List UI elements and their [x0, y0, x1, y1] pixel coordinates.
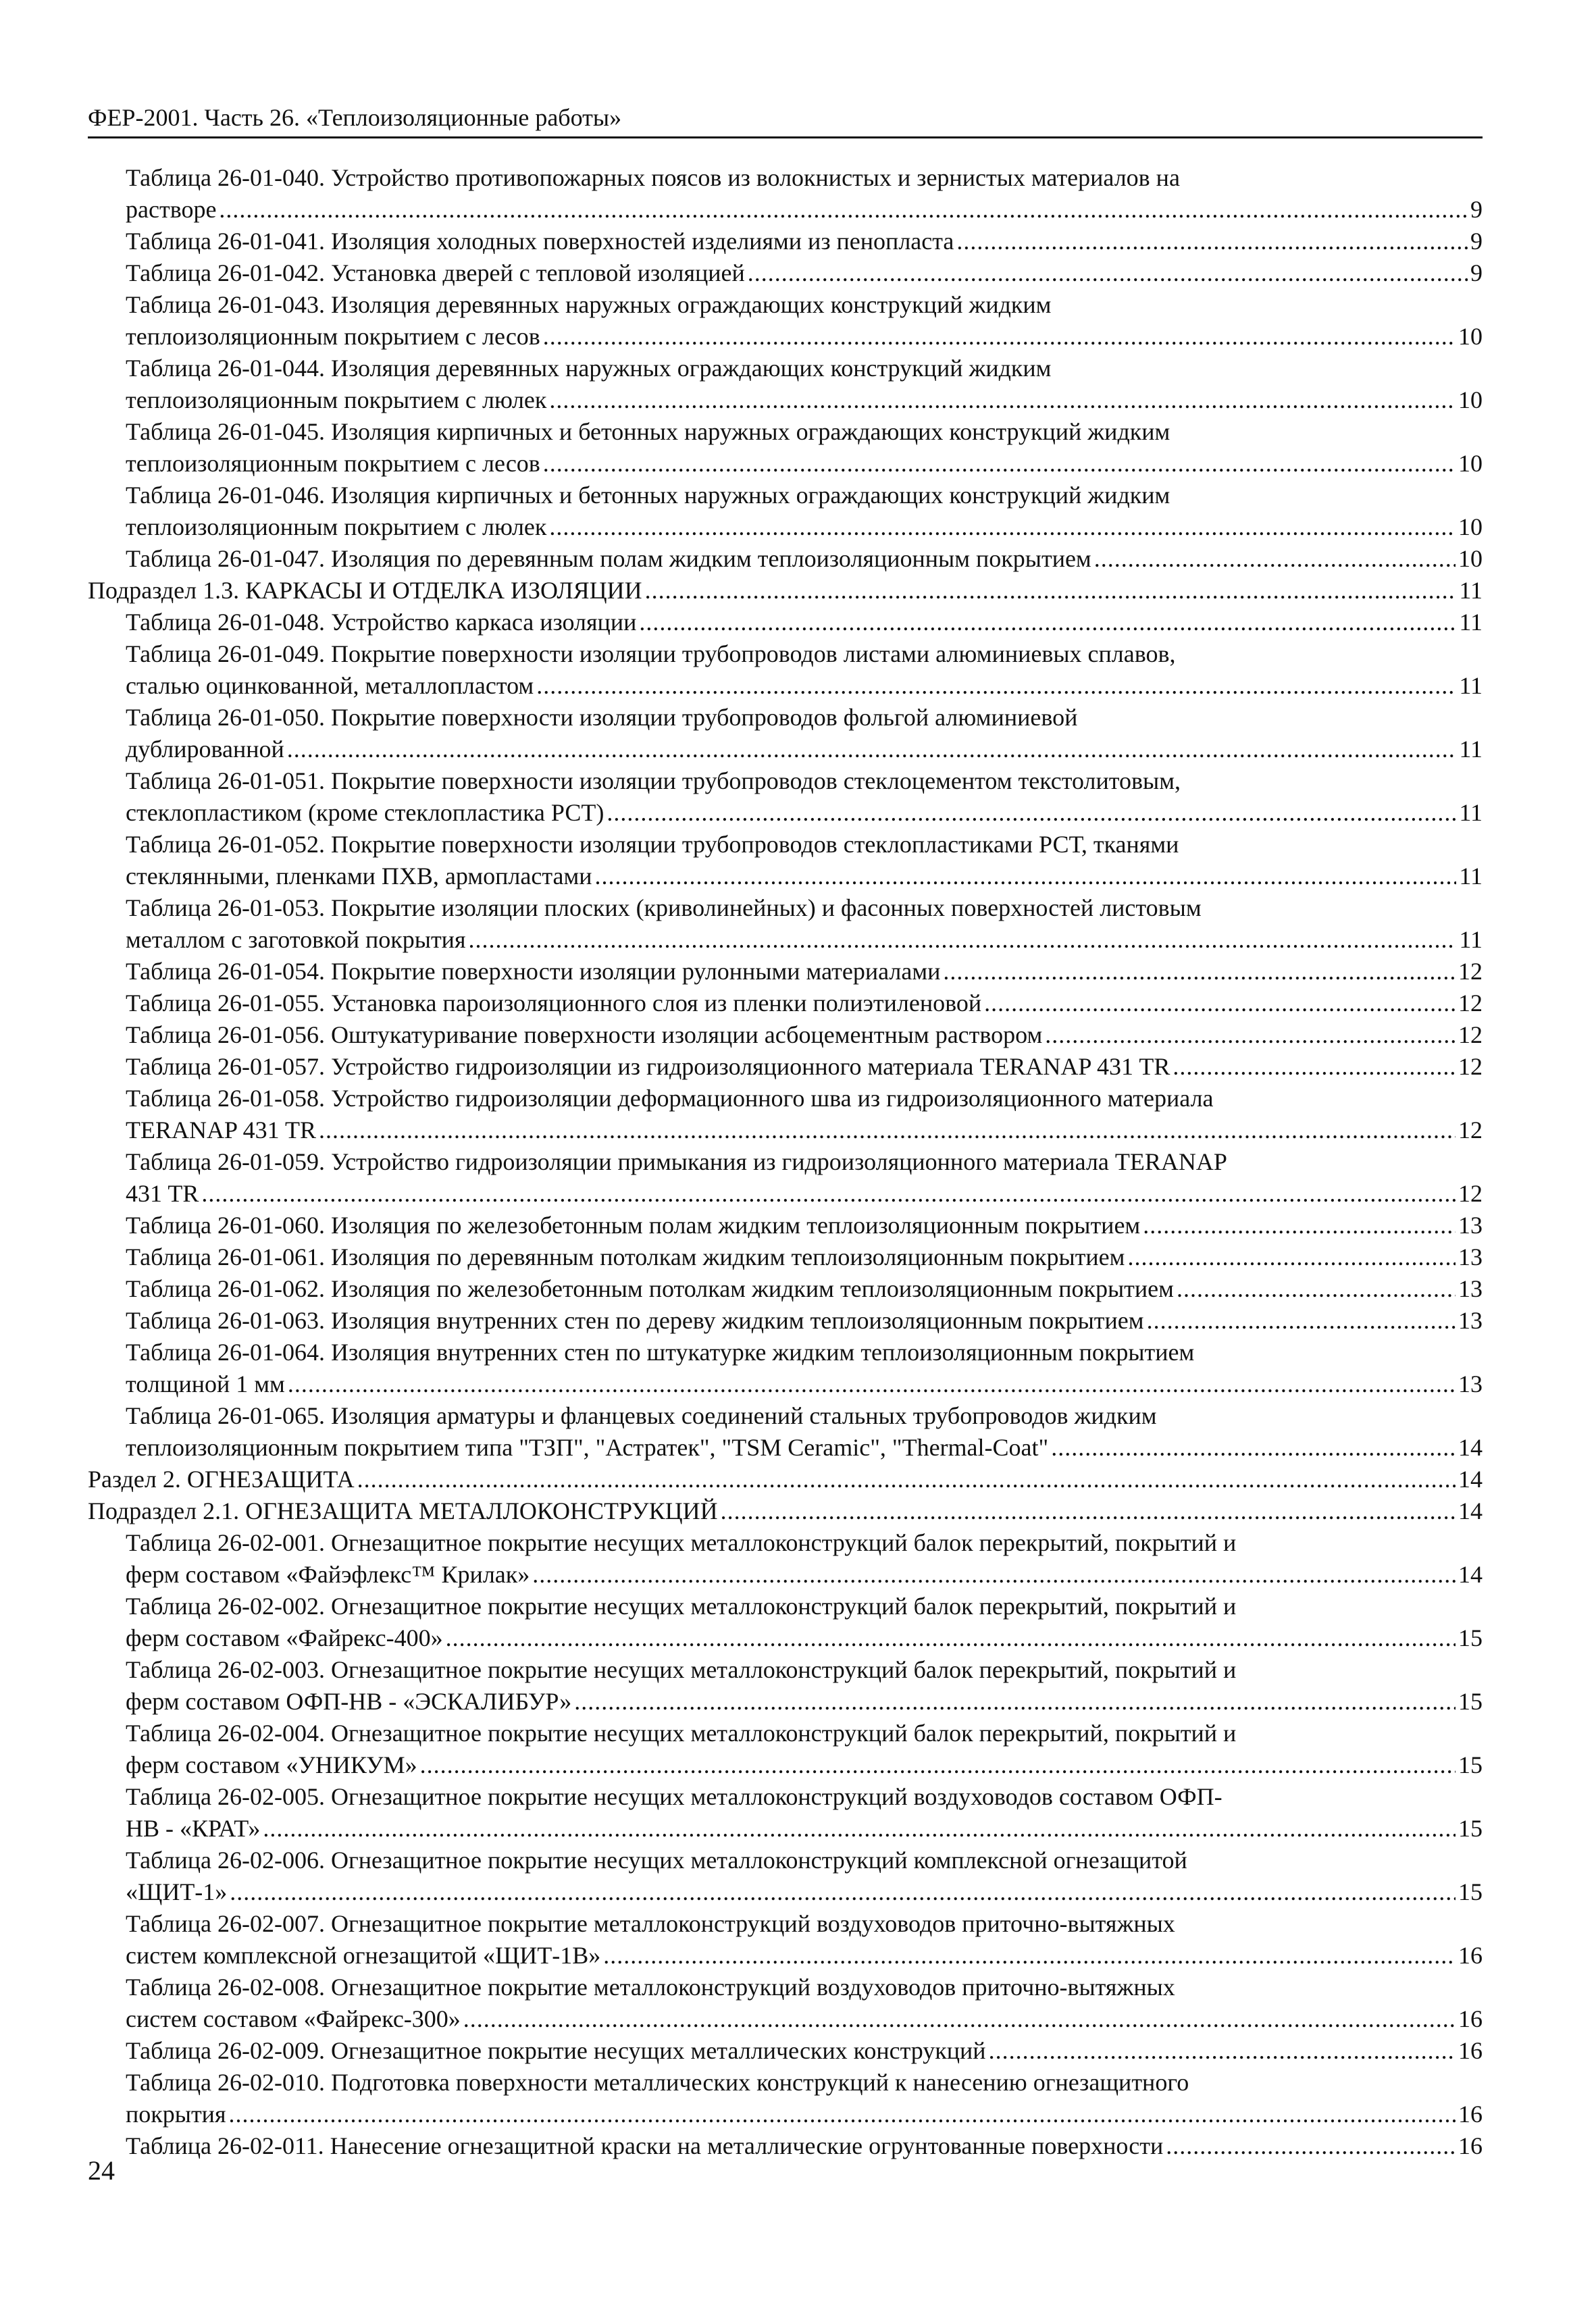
- dot-leader: [469, 924, 1457, 956]
- dot-leader: [263, 1813, 1456, 1845]
- toc-entry-text: ферм составом «Файэфлекс™ Крилак»: [126, 1561, 530, 1588]
- toc-entry-last-line: [126, 448, 1483, 480]
- toc-page-number: 15: [1458, 1688, 1483, 1715]
- toc-entry-line: Таблица 26-01-040. Устройство противопожарных поясов из волокнистых и зернистых материалов на: [126, 164, 1180, 191]
- toc-page-number: 11: [1459, 609, 1483, 636]
- toc-entry-line: Таблица 26-01-058. Устройство гидроизоляции деформационного шва из гидроизоляционного материала: [126, 1085, 1214, 1112]
- toc-page-number: 9: [1470, 259, 1483, 286]
- toc-entry-text: стеклянными, пленками ПХВ, армопластами: [126, 863, 592, 890]
- toc-table-entry[interactable]: [88, 1337, 1483, 1400]
- toc-entry-last-line: [126, 1876, 1483, 1908]
- toc-page-number: 11: [1459, 736, 1483, 763]
- toc-page-number: 12: [1458, 1021, 1483, 1048]
- toc-page-number: 12: [1458, 1180, 1483, 1207]
- toc-entry-text: растворе: [126, 196, 217, 223]
- dot-leader: [989, 2035, 1456, 2067]
- toc-page-number: 16: [1458, 2005, 1483, 2032]
- dot-leader: [956, 226, 1468, 257]
- toc-table-entry[interactable]: [88, 1781, 1483, 1845]
- toc-entry-text: теплоизоляционным покрытием с лесов: [126, 323, 540, 350]
- toc-page-number: 14: [1458, 1497, 1483, 1524]
- toc-table-entry[interactable]: [88, 1400, 1483, 1464]
- toc-entry-last-line: [126, 2035, 1483, 2067]
- toc-entry-last-line: [126, 384, 1483, 416]
- toc-entry-last-line: [126, 1622, 1483, 1654]
- dot-leader: [543, 448, 1456, 480]
- toc-table-entry[interactable]: [88, 1908, 1483, 1972]
- toc-entry-text: сталью оцинкованной, металлопластом: [126, 672, 534, 699]
- toc-page-number: 11: [1459, 672, 1483, 699]
- toc-page-number: 14: [1458, 1434, 1483, 1461]
- toc-entry-line: Таблица 26-02-008. Огнезащитное покрытие металлоконструкций воздуховодов приточно-вытяжных: [126, 1974, 1175, 2001]
- toc-section-entry[interactable]: [88, 575, 1483, 607]
- toc-entry-last-line: [126, 543, 1483, 575]
- dot-leader: [943, 956, 1456, 987]
- toc-page-number: 12: [1458, 1053, 1483, 1080]
- toc-table-entry[interactable]: [88, 1019, 1483, 1051]
- toc-table-entry[interactable]: [88, 1083, 1483, 1146]
- toc-page-number: 10: [1458, 386, 1483, 413]
- toc-entry-line: Таблица 26-01-052. Покрытие поверхности изоляции трубопроводов стеклопластиками РСТ, тканями: [126, 831, 1179, 858]
- toc-entry-line: Таблица 26-01-064. Изоляция внутренних стен по штукатурке жидким теплоизоляционным покрытием: [126, 1339, 1195, 1366]
- dot-leader: [1177, 1273, 1456, 1305]
- dot-leader: [1147, 1305, 1456, 1337]
- toc-table-entry[interactable]: [88, 1527, 1483, 1591]
- toc-page-number: 15: [1458, 1624, 1483, 1651]
- toc-entry-text: Таблица 26-01-047. Изоляция по деревянным полам жидким теплоизоляционным покрытием: [126, 545, 1091, 572]
- dot-leader: [446, 1622, 1456, 1654]
- toc-page-number: 11: [1459, 926, 1483, 953]
- toc-table-entry[interactable]: [88, 638, 1483, 702]
- toc-table-entry[interactable]: [88, 892, 1483, 956]
- toc-entry-line: Таблица 26-01-053. Покрытие изоляции плоских (криволинейных) и фасонных поверхностей листовым: [126, 894, 1202, 921]
- toc-entry-text: Таблица 26-01-063. Изоляция внутренних стен по дереву жидким теплоизоляционным покрытием: [126, 1307, 1144, 1334]
- toc-table-entry[interactable]: [88, 1654, 1483, 1718]
- toc-table-entry[interactable]: [88, 1718, 1483, 1781]
- toc-entry-line: Таблица 26-01-050. Покрытие поверхности изоляции трубопроводов фольгой алюминиевой: [126, 704, 1078, 731]
- toc-entry-line: Таблица 26-02-005. Огнезащитное покрытие несущих металлоконструкций воздуховодов составом ОФП-: [126, 1783, 1222, 1810]
- toc-entry-last-line: [126, 1114, 1483, 1146]
- toc-entry-last-line: [88, 1464, 1483, 1495]
- toc-entry-last-line: [126, 321, 1483, 353]
- toc-entry-last-line: [126, 1019, 1483, 1051]
- toc-table-entry[interactable]: [88, 1845, 1483, 1908]
- dot-leader: [549, 384, 1456, 416]
- toc-entry-last-line: [126, 607, 1483, 638]
- dot-leader: [595, 860, 1457, 892]
- toc-entry-last-line: [126, 987, 1483, 1019]
- toc-page-number: 14: [1458, 1561, 1483, 1588]
- dot-leader: [607, 797, 1456, 829]
- toc-entry-text: НВ - «КРАТ»: [126, 1815, 261, 1842]
- toc-entry-line: Таблица 26-02-007. Огнезащитное покрытие металлоконструкций воздуховодов приточно-вытяжных: [126, 1910, 1175, 1937]
- toc-page-number: 11: [1459, 863, 1483, 890]
- toc-entry-line: Таблица 26-01-059. Устройство гидроизоляции примыкания из гидроизоляционного материала TERANAP: [126, 1148, 1227, 1175]
- dot-leader: [1045, 1019, 1456, 1051]
- toc-page-number: 10: [1458, 450, 1483, 477]
- toc-page-number: 15: [1458, 1751, 1483, 1778]
- toc-page-number: 13: [1458, 1212, 1483, 1239]
- toc-entry-line: Таблица 26-02-001. Огнезащитное покрытие несущих металлоконструкций балок перекрытий, покрытий и: [126, 1529, 1237, 1556]
- toc-entry-line: Таблица 26-01-065. Изоляция арматуры и фланцевых соединений стальных трубопроводов жидким: [126, 1402, 1157, 1429]
- toc-table-entry[interactable]: [88, 416, 1483, 480]
- toc-entry-last-line: [126, 1368, 1483, 1400]
- toc-entry-line: Таблица 26-02-004. Огнезащитное покрытие несущих металлоконструкций балок перекрытий, покрытий и: [126, 1720, 1237, 1747]
- toc-entry-last-line: [126, 1813, 1483, 1845]
- dot-leader: [420, 1749, 1456, 1781]
- toc-table-entry[interactable]: [88, 480, 1483, 543]
- toc-entry-last-line: [126, 1940, 1483, 1972]
- toc-entry-text: «ЩИТ-1»: [126, 1878, 228, 1905]
- table-of-contents: [88, 162, 1483, 2162]
- toc-page-number: 12: [1458, 958, 1483, 985]
- dot-leader: [1166, 2130, 1456, 2162]
- toc-page-number: 11: [1459, 577, 1483, 604]
- toc-table-entry[interactable]: [88, 987, 1483, 1019]
- toc-table-entry[interactable]: [88, 1210, 1483, 1241]
- toc-entry-last-line: [126, 1273, 1483, 1305]
- toc-entry-last-line: [126, 2003, 1483, 2035]
- toc-entry-line: Таблица 26-01-043. Изоляция деревянных наружных ограждающих конструкций жидким: [126, 291, 1052, 318]
- toc-page-number: 14: [1458, 1466, 1483, 1493]
- toc-entry-line: Таблица 26-02-006. Огнезащитное покрытие несущих металлоконструкций комплексной огнезащитой: [126, 1847, 1187, 1874]
- toc-table-entry[interactable]: [88, 1051, 1483, 1083]
- toc-entry-text: покрытия: [126, 2101, 226, 2128]
- toc-entry-line: Таблица 26-02-002. Огнезащитное покрытие несущих металлоконструкций балок перекрытий, покрытий и: [126, 1593, 1237, 1620]
- dot-leader: [1127, 1241, 1456, 1273]
- toc-entry-last-line: [126, 1178, 1483, 1210]
- toc-entry-text: ферм составом «УНИКУМ»: [126, 1751, 417, 1778]
- dot-leader: [1051, 1432, 1456, 1464]
- toc-entry-line: Таблица 26-01-051. Покрытие поверхности изоляции трубопроводов стеклоцементом текстолитовым,: [126, 767, 1181, 794]
- toc-entry-text: Таблица 26-01-042. Установка дверей с тепловой изоляцией: [126, 259, 745, 286]
- toc-entry-text: Таблица 26-01-055. Установка пароизоляционного слоя из пленки полиэтиленовой: [126, 989, 982, 1017]
- toc-entry-text: Раздел 2. ОГНЕЗАЩИТА: [88, 1466, 355, 1493]
- header-title: ФЕР-2001. Часть 26. «Теплоизоляционные работы»: [88, 104, 622, 131]
- toc-table-entry[interactable]: [88, 2067, 1483, 2130]
- toc-entry-last-line: [126, 1559, 1483, 1591]
- toc-entry-last-line: [126, 1051, 1483, 1083]
- toc-entry-text: ферм составом «Файрекс-400»: [126, 1624, 443, 1651]
- toc-table-entry[interactable]: [88, 2035, 1483, 2067]
- toc-entry-text: 431 TR: [126, 1180, 199, 1207]
- toc-entry-text: Таблица 26-02-011. Нанесение огнезащитной краски на металлические огрунтованные поверхности: [126, 2132, 1164, 2159]
- toc-entry-last-line: [126, 194, 1483, 226]
- toc-entry-line: Таблица 26-01-045. Изоляция кирпичных и бетонных наружных ограждающих конструкций жидким: [126, 418, 1170, 445]
- toc-entry-last-line: [126, 1432, 1483, 1464]
- toc-entry-last-line: [126, 511, 1483, 543]
- dot-leader: [532, 1559, 1456, 1591]
- dot-leader: [748, 257, 1468, 289]
- toc-page-number: 11: [1459, 799, 1483, 826]
- toc-entry-last-line: [88, 575, 1483, 607]
- toc-entry-last-line: [126, 1686, 1483, 1718]
- toc-entry-text: ферм составом ОФП-НВ - «ЭСКАЛИБУР»: [126, 1688, 572, 1715]
- dot-leader: [639, 607, 1456, 638]
- toc-page-number: 13: [1458, 1370, 1483, 1397]
- toc-entry-text: металлом с заготовкой покрытия: [126, 926, 466, 953]
- toc-page-number: 16: [1458, 2132, 1483, 2159]
- toc-table-entry[interactable]: [88, 956, 1483, 987]
- toc-entry-line: Таблица 26-01-046. Изоляция кирпичных и бетонных наружных ограждающих конструкций жидким: [126, 482, 1170, 509]
- toc-entry-line: Таблица 26-01-049. Покрытие поверхности изоляции трубопроводов листами алюминиевых сплавов,: [126, 640, 1176, 667]
- toc-entry-text: Подраздел 2.1. ОГНЕЗАЩИТА МЕТАЛЛОКОНСТРУКЦИЙ: [88, 1497, 718, 1524]
- toc-page-number: 13: [1458, 1243, 1483, 1270]
- toc-entry-text: Таблица 26-01-056. Оштукатуривание поверхности изоляции асбоцементным раствором: [126, 1021, 1043, 1048]
- dot-leader: [721, 1495, 1456, 1527]
- toc-entry-text: систем составом «Файрекс-300»: [126, 2005, 461, 2032]
- toc-entry-line: Таблица 26-02-003. Огнезащитное покрытие несущих металлоконструкций балок перекрытий, покрытий и: [126, 1656, 1237, 1683]
- dot-leader: [1094, 543, 1456, 575]
- toc-entry-last-line: [126, 797, 1483, 829]
- dot-leader: [984, 987, 1456, 1019]
- toc-table-entry[interactable]: [88, 1241, 1483, 1273]
- toc-table-entry[interactable]: [88, 1972, 1483, 2035]
- toc-entry-last-line: [126, 2099, 1483, 2130]
- toc-entry-text: Таблица 26-01-057. Устройство гидроизоляции из гидроизоляционного материала TERANAP 431 TR: [126, 1053, 1170, 1080]
- toc-page-number: 16: [1458, 1942, 1483, 1969]
- toc-entry-text: Таблица 26-01-054. Покрытие поверхности изоляции рулонными материалами: [126, 958, 941, 985]
- toc-entry-text: теплоизоляционным покрытием с люлек: [126, 513, 547, 540]
- dot-leader: [549, 511, 1456, 543]
- toc-entry-text: толщиной 1 мм: [126, 1370, 285, 1397]
- dot-leader: [1173, 1051, 1456, 1083]
- toc-page-number: 15: [1458, 1815, 1483, 1842]
- toc-table-entry[interactable]: [88, 353, 1483, 416]
- toc-entry-last-line: [126, 956, 1483, 987]
- dot-leader: [229, 2099, 1456, 2130]
- toc-entry-text: TERANAP 431 TR: [126, 1116, 317, 1143]
- toc-table-entry[interactable]: [88, 289, 1483, 353]
- dot-leader: [287, 734, 1457, 765]
- toc-page-number: 9: [1470, 196, 1483, 223]
- toc-table-entry[interactable]: [88, 1591, 1483, 1654]
- toc-entry-text: Таблица 26-01-060. Изоляция по железобетонным полам жидким теплоизоляционным покрытием: [126, 1212, 1141, 1239]
- toc-entry-last-line: [126, 2130, 1483, 2162]
- toc-entry-last-line: [126, 924, 1483, 956]
- dot-leader: [230, 1876, 1456, 1908]
- toc-entry-text: Таблица 26-02-009. Огнезащитное покрытие несущих металлических конструкций: [126, 2037, 986, 2064]
- dot-leader: [603, 1940, 1456, 1972]
- toc-page-number: 10: [1458, 545, 1483, 572]
- dot-leader: [574, 1686, 1456, 1718]
- toc-table-entry[interactable]: [88, 543, 1483, 575]
- toc-page-number: 16: [1458, 2101, 1483, 2128]
- toc-entry-text: Таблица 26-01-041. Изоляция холодных поверхностей изделиями из пенопласта: [126, 228, 954, 255]
- toc-page-number: 12: [1458, 989, 1483, 1017]
- toc-page-number: 13: [1458, 1275, 1483, 1302]
- toc-entry-last-line: [126, 1749, 1483, 1781]
- toc-page-number: 10: [1458, 513, 1483, 540]
- toc-entry-text: Таблица 26-01-048. Устройство каркаса изоляции: [126, 609, 637, 636]
- dot-leader: [288, 1368, 1456, 1400]
- toc-table-entry[interactable]: [88, 1146, 1483, 1210]
- toc-entry-last-line: [126, 734, 1483, 765]
- toc-entry-last-line: [126, 226, 1483, 257]
- toc-entry-text: Таблица 26-01-062. Изоляция по железобетонным потолкам жидким теплоизоляционным покрытием: [126, 1275, 1174, 1302]
- toc-page-number: 9: [1470, 228, 1483, 255]
- toc-entry-last-line: [126, 1210, 1483, 1241]
- toc-entry-last-line: [88, 1495, 1483, 1527]
- toc-entry-text: Подраздел 1.3. КАРКАСЫ И ОТДЕЛКА ИЗОЛЯЦИИ: [88, 577, 642, 604]
- toc-table-entry[interactable]: [88, 765, 1483, 829]
- toc-entry-text: дублированной: [126, 736, 284, 763]
- dot-leader: [543, 321, 1456, 353]
- toc-table-entry[interactable]: [88, 702, 1483, 765]
- toc-entry-line: Таблица 26-02-010. Подготовка поверхности металлических конструкций к нанесению огнезащитного: [126, 2069, 1189, 2096]
- toc-page-number: 12: [1458, 1116, 1483, 1143]
- toc-entry-last-line: [126, 670, 1483, 702]
- toc-table-entry[interactable]: [88, 829, 1483, 892]
- toc-entry-last-line: [126, 860, 1483, 892]
- toc-table-entry[interactable]: [88, 607, 1483, 638]
- toc-section-entry[interactable]: [88, 1495, 1483, 1527]
- toc-table-entry[interactable]: [88, 2130, 1483, 2162]
- toc-table-entry[interactable]: [88, 162, 1483, 226]
- toc-table-entry[interactable]: [88, 1305, 1483, 1337]
- toc-page-number: 13: [1458, 1307, 1483, 1334]
- toc-page-number: 15: [1458, 1878, 1483, 1905]
- toc-entry-last-line: [126, 1305, 1483, 1337]
- toc-entry-text: систем комплексной огнезащитой «ЩИТ-1В»: [126, 1942, 601, 1969]
- dot-leader: [536, 670, 1456, 702]
- dot-leader: [219, 194, 1468, 226]
- toc-entry-text: теплоизоляционным покрытием с лесов: [126, 450, 540, 477]
- toc-table-entry[interactable]: [88, 226, 1483, 257]
- dot-leader: [319, 1114, 1456, 1146]
- toc-page-number: 10: [1458, 323, 1483, 350]
- toc-page-number: 16: [1458, 2037, 1483, 2064]
- toc-entry-last-line: [126, 1241, 1483, 1273]
- toc-entry-text: теплоизоляционным покрытием типа "ТЗП", "Астратек", "TSM Ceramic", "Thermal-Coat": [126, 1434, 1049, 1461]
- toc-section-entry[interactable]: [88, 1464, 1483, 1495]
- toc-entry-line: Таблица 26-01-044. Изоляция деревянных наружных ограждающих конструкций жидким: [126, 355, 1052, 382]
- dot-leader: [463, 2003, 1456, 2035]
- toc-table-entry[interactable]: [88, 1273, 1483, 1305]
- dot-leader: [357, 1464, 1456, 1495]
- toc-table-entry[interactable]: [88, 257, 1483, 289]
- page-header: [88, 101, 1483, 138]
- toc-entry-text: Таблица 26-01-061. Изоляция по деревянным потолкам жидким теплоизоляционным покрытием: [126, 1243, 1125, 1270]
- dot-leader: [201, 1178, 1456, 1210]
- toc-entry-text: стеклопластиком (кроме стеклопластика РСТ): [126, 799, 604, 826]
- dot-leader: [1143, 1210, 1456, 1241]
- dot-leader: [645, 575, 1457, 607]
- toc-entry-last-line: [126, 257, 1483, 289]
- toc-entry-text: теплоизоляционным покрытием с люлек: [126, 386, 547, 413]
- page-number: 24: [88, 2155, 115, 2186]
